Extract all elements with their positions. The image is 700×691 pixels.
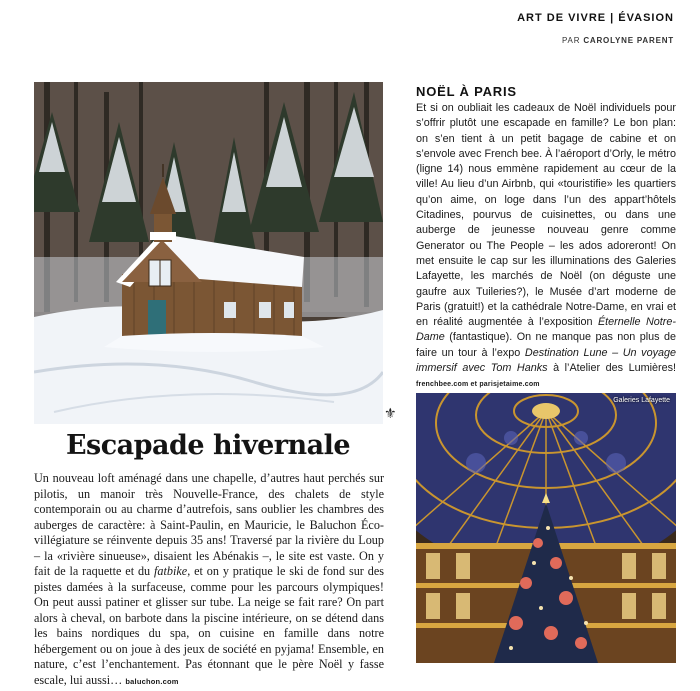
galeries-caption: Galeries Lafayette xyxy=(613,397,670,404)
byline-author: CAROLYNE PARENT xyxy=(583,36,674,45)
sidebar-text-3: à l’Atelier des Lumières! xyxy=(547,362,677,375)
body-part-2: , et on y pratique le ski de fond sur des pistes damées à la surfaceuse, comme pour les parcours olympiques! On peut aussi patiner et glisser sur tube. La neige se fait rare? On part alors à cheval, on barbote dans la piscine intérieure, on se détend dans les bains nordiques du spa, on cuisine en famille dans notre hébergement ou on joue à des jeux de société en pyjama! Ensemble, en nature, c’est l’enchantement. Pas étonnant que le père Noël y fasse escale, lui aussi… xyxy=(34,564,384,687)
byline xyxy=(517,36,674,45)
parisjetaime-link[interactable]: parisjetaime.com xyxy=(479,381,540,389)
sidebar-text-2: (fantastique). On ne manque pas non plus de faire un tour à l’expo xyxy=(416,331,676,359)
chapel-photo xyxy=(34,82,383,424)
byline-prefix: PAR xyxy=(562,36,581,45)
baluchon-link[interactable]: baluchon.com xyxy=(125,676,179,686)
frenchbee-link[interactable]: frenchbee.com xyxy=(416,381,469,389)
body-part-1: Un nouveau loft aménagé dans une chapelle, d’autres haut perchés sur pilotis, un manoir très Nouvelle-France, des chalets de style contemporain ou au charme d’autrefois, sans oublier les chambres des auberges de caractère: à Saint-Paulin, en Mauricie, le Baluchon Éco-villégiature se réinvente depuis 35 ans! Traversé par la rivière du Loup – la «rivière sinueuse», disaient les Abénakis –, le site est vaste. On y fait de la raquette et du xyxy=(34,471,384,578)
fleur-de-lis-icon: ⚜ xyxy=(384,405,397,421)
article-body xyxy=(34,471,384,689)
sidebar-body xyxy=(416,101,676,393)
section-label: ART DE VIVRE | ÉVASION xyxy=(517,12,674,24)
website-joiner: et xyxy=(468,381,480,389)
body-italic: fatbike xyxy=(154,564,188,578)
chapel-photo-illustration xyxy=(34,82,383,424)
sidebar-text-1: Et si on oubliait les cadeaux de Noël individuels pour s’offrir plutôt une escapade en famille? Le bon plan: on s’en tient à un petit bagage de cabine et on s’envole avec French bee. À l’aéroport d’Orly, le métro (ligne 14) nous emmène rapidement au cœur de la ville! Au lieu d’un Airbnb, qui «touristifie» les quartiers qu’on aime, on loge dans l’un des appart’hôtels Citadines, pourvus de cuisinettes, ou dans une auberge de jeunesse nouveau genre comme Generator ou The People – les ados adoreront! On met ensuite le cap sur les illuminations des Galeries Lafayette, les marchés de Noël (on déguste une gaufre aux Tuileries?), le Musée d’art moderne de Paris (gratuit!) et la cathédrale Notre-Dame, en vrai et en réalité augmentée à l’exposition xyxy=(416,102,676,329)
page-header xyxy=(517,12,674,45)
article-title: Escapade hivernale xyxy=(65,430,351,461)
sidebar-title: NOËL À PARIS xyxy=(416,84,517,99)
galeries-photo xyxy=(416,393,676,663)
sidebar-italic-2: Destination Lune – Un voyage immersif avec Tom Hanks xyxy=(416,346,676,375)
sidebar-italic-1: Éternelle Notre-Dame xyxy=(416,316,676,344)
galeries-dome-illustration xyxy=(416,393,676,663)
